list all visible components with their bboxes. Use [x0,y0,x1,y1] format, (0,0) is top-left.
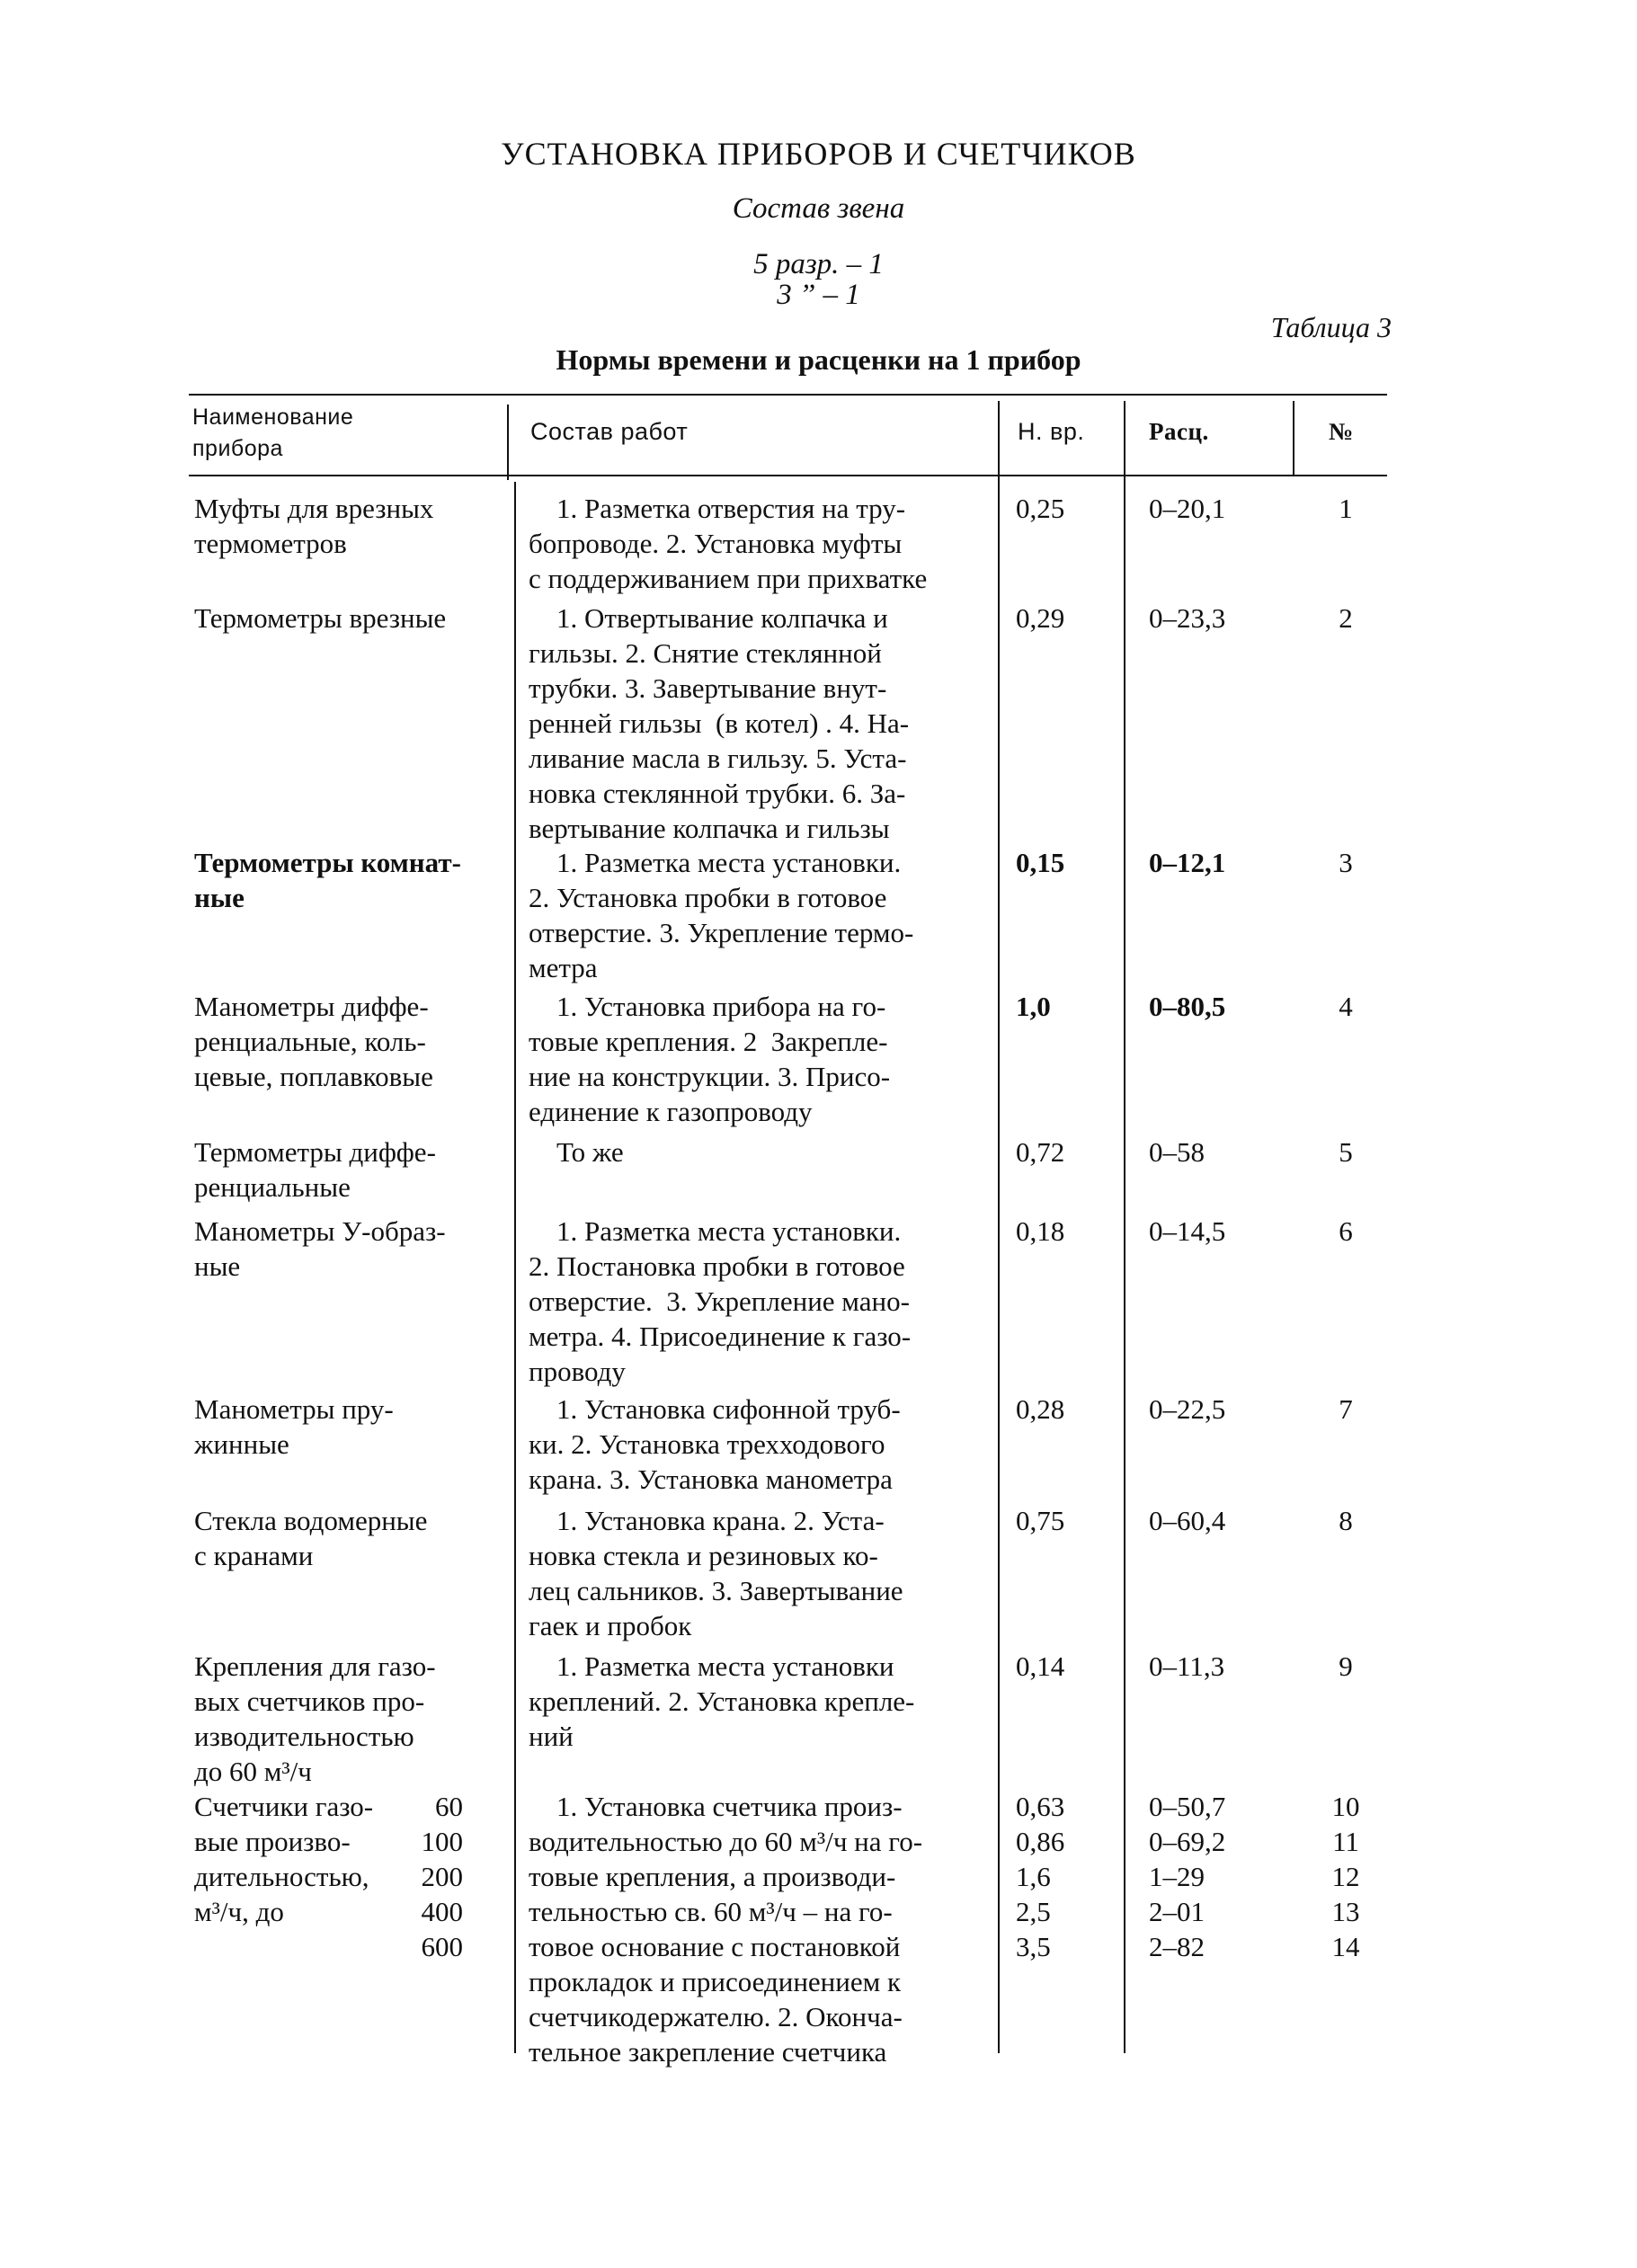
table-label: Таблица 3 [1270,311,1392,343]
column-divider [507,405,509,480]
row-work: 1. Установка прибора на го- товые крепления. 2 Закрепле- ние на конструкции. 3. Присо- единение к газопроводу [529,991,891,1127]
row-number: 11 [1332,1826,1359,1857]
row-rate: 0–23,3 [1149,602,1226,634]
row-work: 1. Установка крана. 2. Уста- новка стекла и резиновых ко- лец сальников. 3. Завертывание гаек и пробок [529,1505,903,1641]
table-top-rule [189,394,1387,396]
row-number: 3 [1339,847,1353,878]
row-norm: 1,0 [1016,991,1051,1022]
column-divider [514,482,516,2053]
crew-line-2: 3 ” – 1 [777,279,860,311]
row-number: 9 [1339,1650,1353,1682]
row-norm: 2,5 [1016,1896,1051,1927]
row-name: Термометры врезные [194,602,447,634]
row-name: Термометры комнат- ные [194,847,461,913]
row-name: Стекла водомерные с кранами [194,1505,428,1571]
row-number: 6 [1339,1215,1353,1247]
crew-title: Состав звена [732,192,905,225]
row-rate: 2–82 [1149,1931,1205,1962]
row-norm: 0,15 [1016,847,1065,878]
row-norm: 0,75 [1016,1505,1065,1536]
meters-work: 1. Установка счетчика произ- водительностью до 60 м³/ч на го- товые крепления, а производи- тельностью св. 60 м³/ч – на го- товое основание с постановкой прокладок и присоединением к счетчикодержателю. 2. Оконча- тельное закрепление счетчика [529,1791,923,2068]
row-rate: 0–20,1 [1149,493,1226,524]
column-divider [1124,401,1125,2053]
column-divider [998,401,1000,2053]
row-work: 1. Отвертывание колпачка и гильзы. 2. Снятие стеклянной трубки. 3. Завертывание внут- ренней гильзы (в котел) . 4. На- ливание масла в гильзу. 5. Уста- новка стеклянной трубки. 6. За- вертывание колпачка и гильзы [529,602,910,844]
row-work: 1. Разметка места установки. 2. Установка пробки в готовое отверстие. 3. Укрепление термо- метра [529,847,914,983]
page-title: УСТАНОВКА ПРИБОРОВ И СЧЕТЧИКОВ [501,136,1136,172]
row-number: 12 [1331,1861,1360,1892]
column-divider [1293,401,1294,476]
row-name: Манометры У-образ- ные [194,1215,446,1282]
column-header-work: Состав работ [530,418,689,445]
row-work: 1. Разметка места установки креплений. 2. Установка крепле- ний [529,1650,915,1752]
row-name: Муфты для врезных термометров [194,493,434,559]
table-header-rule [189,475,1387,476]
row-norm: 0,29 [1016,602,1065,634]
row-name: Термометры диффе- ренциальные [194,1136,436,1203]
column-header-rate: Расц. [1149,418,1209,445]
meters-name: Счетчики газо- вые произво- дительностью, м³/ч, до [194,1791,374,1927]
row-rate: 0–50,7 [1149,1791,1226,1822]
row-name: Манометры пру- жинные [194,1393,394,1460]
row-rate: 0–80,5 [1149,991,1226,1022]
row-name: Манометры диффе- ренциальные, коль- цевые, поплавковые [194,991,433,1092]
row-rate: 0–14,5 [1149,1215,1226,1247]
column-header-norm: Н. вр. [1018,418,1085,445]
meter-capacity: 60 [435,1791,463,1822]
row-work: 1. Установка сифонной труб- ки. 2. Установка трехходового крана. 3. Установка манометра [529,1393,901,1495]
row-norm: 0,25 [1016,493,1065,524]
row-number: 4 [1339,991,1353,1022]
meter-capacity: 400 [421,1896,463,1927]
meter-capacity: 100 [421,1826,463,1857]
row-rate: 2–01 [1149,1896,1205,1927]
column-header-number: № [1329,418,1354,445]
row-number: 10 [1331,1791,1360,1822]
row-rate: 0–11,3 [1149,1650,1225,1682]
row-number: 8 [1339,1505,1353,1536]
row-rate: 0–58 [1149,1136,1205,1168]
row-number: 2 [1339,602,1353,634]
row-number: 14 [1331,1931,1360,1962]
meter-capacity: 200 [421,1861,463,1892]
meter-capacity: 600 [421,1931,463,1962]
row-norm: 0,18 [1016,1215,1065,1247]
row-number: 1 [1339,493,1353,524]
row-norm: 1,6 [1016,1861,1051,1892]
row-norm: 0,72 [1016,1136,1065,1168]
row-rate: 0–69,2 [1149,1826,1226,1857]
row-name: Крепления для газо- вых счетчиков про- изводительностью до 60 м³/ч [194,1650,436,1787]
row-rate: 0–12,1 [1149,847,1226,878]
row-work: То же [529,1136,624,1168]
crew-line-1: 5 разр. – 1 [753,248,884,280]
row-norm: 3,5 [1016,1931,1051,1962]
row-norm: 0,14 [1016,1650,1065,1682]
table-caption: Нормы времени и расценки на 1 прибор [556,343,1081,376]
row-work: 1. Разметка отверстия на тру- бопроводе. 2. Установка муфты с поддерживанием при прихватке [529,493,928,594]
row-number: 7 [1339,1393,1353,1425]
row-rate: 0–60,4 [1149,1505,1226,1536]
row-norm: 0,28 [1016,1393,1065,1425]
row-rate: 0–22,5 [1149,1393,1226,1425]
row-number: 13 [1331,1896,1360,1927]
row-number: 5 [1339,1136,1353,1168]
row-norm: 0,63 [1016,1791,1065,1822]
row-norm: 0,86 [1016,1826,1065,1857]
row-rate: 1–29 [1149,1861,1205,1892]
column-header-name: Наименование прибора [192,405,354,461]
row-work: 1. Разметка места установки. 2. Постановка пробки в готовое отверстие. 3. Укрепление мано- метра. 4. Присоединение к газо- проводу [529,1215,912,1387]
